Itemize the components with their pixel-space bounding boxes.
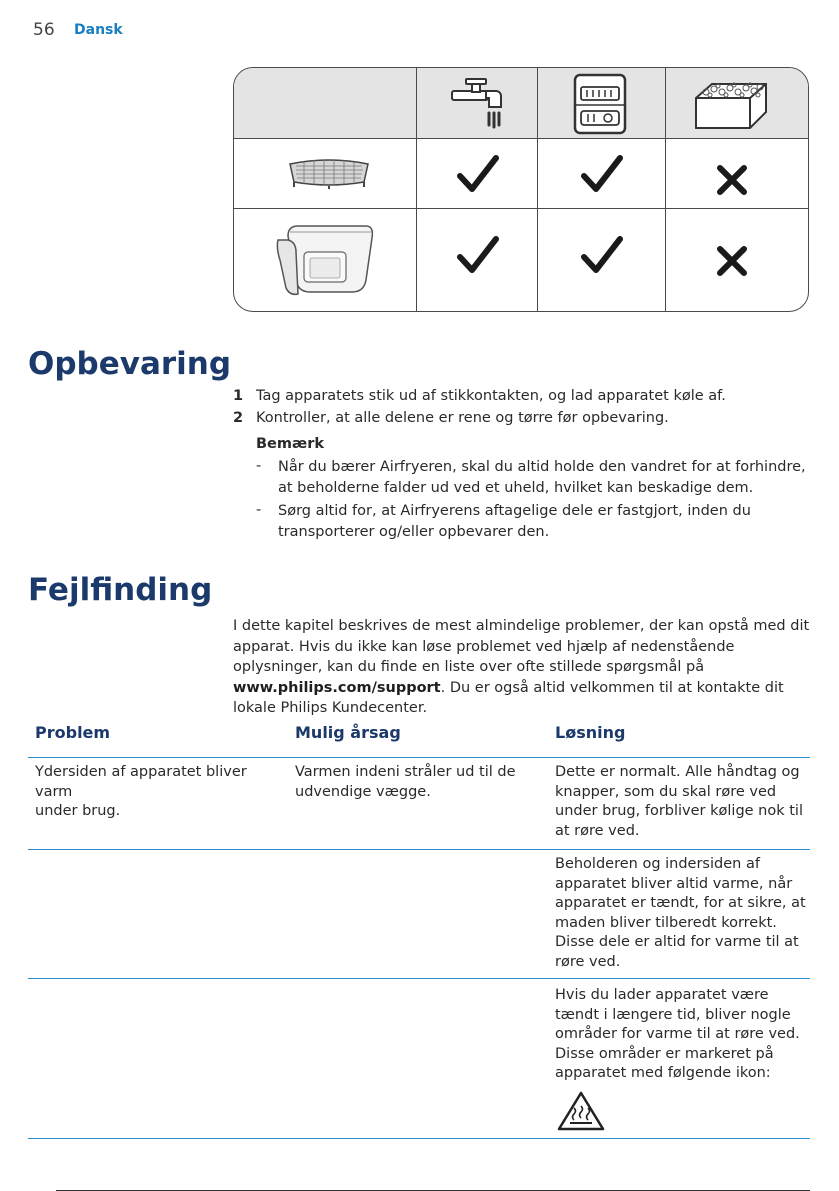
row-solution <box>555 763 807 841</box>
cell-line: Disse områder er markeret på <box>555 1045 774 1062</box>
intro-line: lokale Philips Kundecenter. <box>233 700 428 716</box>
cell-line: apparatet med følgende ikon: <box>555 1065 771 1081</box>
row-cause <box>295 763 545 802</box>
row-problem <box>35 763 285 822</box>
intro-line <box>233 678 803 699</box>
cell-line: knapper, som du skal røre ved <box>555 783 777 800</box>
cell-line: apparatet bliver altid varme, når <box>555 875 793 892</box>
cross-icon <box>716 164 748 196</box>
bullet-dash: - <box>256 502 262 518</box>
cell-line: maden bliver tilberedt korrekt. <box>555 914 777 931</box>
row-solution <box>555 986 807 1084</box>
cell-line: tændt i længere tid, bliver nogle <box>555 1006 791 1023</box>
storage-steps <box>233 386 813 556</box>
check-icon <box>456 154 500 194</box>
step-number: 1 <box>233 388 244 404</box>
table-rule <box>28 849 810 850</box>
cell-line: røre ved. <box>555 953 621 970</box>
table-rule <box>28 1138 810 1139</box>
table-rule <box>28 978 810 979</box>
row-solution <box>555 855 807 972</box>
troubleshooting-intro <box>233 616 810 719</box>
tap-water-icon <box>448 76 508 134</box>
cell-line: udvendige vægge. <box>295 783 431 800</box>
intro-text: . Du er også altid velkommen til at kontakte dit <box>440 679 784 696</box>
check-icon <box>456 235 500 275</box>
cleaning-table <box>233 67 809 312</box>
note-line: Sørg altid for, at Airfryerens aftagelige dele er fastgjort, inden du <box>278 503 751 519</box>
abrasive-sponge-icon <box>692 76 772 132</box>
cell-line: at røre ved. <box>555 822 640 839</box>
step-text: Tag apparatets stik ud af stikkontakten, og lad apparatet køle af. <box>256 388 726 404</box>
bullet-dash: - <box>256 458 262 474</box>
header-solution: Løsning <box>555 723 626 742</box>
storage-title: Opbevaring <box>28 346 232 382</box>
step-text: Kontroller, at alle delene er rene og tørre før opbevaring. <box>256 410 669 426</box>
cell-line: Disse dele er altid for varme til at <box>555 934 799 950</box>
intro-line: oplysninger, kan du finde en liste over ofte stillede spørgsmål på <box>233 659 705 675</box>
header-problem: Problem <box>35 723 111 742</box>
basket-icon <box>274 218 378 300</box>
page-number: 56 <box>33 20 55 40</box>
hot-surface-warning-icon <box>556 1090 606 1132</box>
language-label: Dansk <box>74 22 123 38</box>
grill-plate-icon <box>284 154 374 190</box>
check-icon <box>580 235 624 275</box>
cell-line: Ydersiden af apparatet bliver varm <box>35 764 247 800</box>
note-title: Bemærk <box>256 436 324 452</box>
table-rule <box>28 757 810 758</box>
cell-line: Beholderen og indersiden af <box>555 856 760 872</box>
cell-line: under brug, forbliver kølige nok til <box>555 803 803 819</box>
header-cause: Mulig årsag <box>295 723 401 742</box>
step-number: 2 <box>233 410 244 426</box>
check-icon <box>580 154 624 194</box>
cell-line: Hvis du lader apparatet være <box>555 987 769 1003</box>
cell-line: Varmen indeni stråler ud til de <box>295 764 516 780</box>
note-line: transporterer og/eller opbevarer den. <box>278 524 550 540</box>
support-link[interactable]: www.philips.com/support <box>233 679 441 696</box>
cell-line: områder for varme til at røre ved. <box>555 1026 800 1042</box>
cross-icon <box>716 245 748 277</box>
cell-line: Dette er normalt. Alle håndtag og <box>555 764 800 780</box>
intro-line: I dette kapitel beskrives de mest almindelige problemer, der kan opstå med dit <box>233 618 810 634</box>
note-line: at beholderne falder ud ved et uheld, hvilket kan beskadige dem. <box>278 480 754 496</box>
cell-line: apparatet er tændt, for at sikre, at <box>555 895 806 911</box>
troubleshooting-title: Fejlfinding <box>28 572 213 608</box>
cell-line: under brug. <box>35 803 121 819</box>
note-line: Når du bærer Airfryeren, skal du altid holde den vandret for at forhindre, <box>278 459 806 475</box>
intro-line: apparat. Hvis du ikke kan løse problemet ved hjælp af nedenstående <box>233 638 735 655</box>
dishwasher-icon <box>571 73 629 135</box>
